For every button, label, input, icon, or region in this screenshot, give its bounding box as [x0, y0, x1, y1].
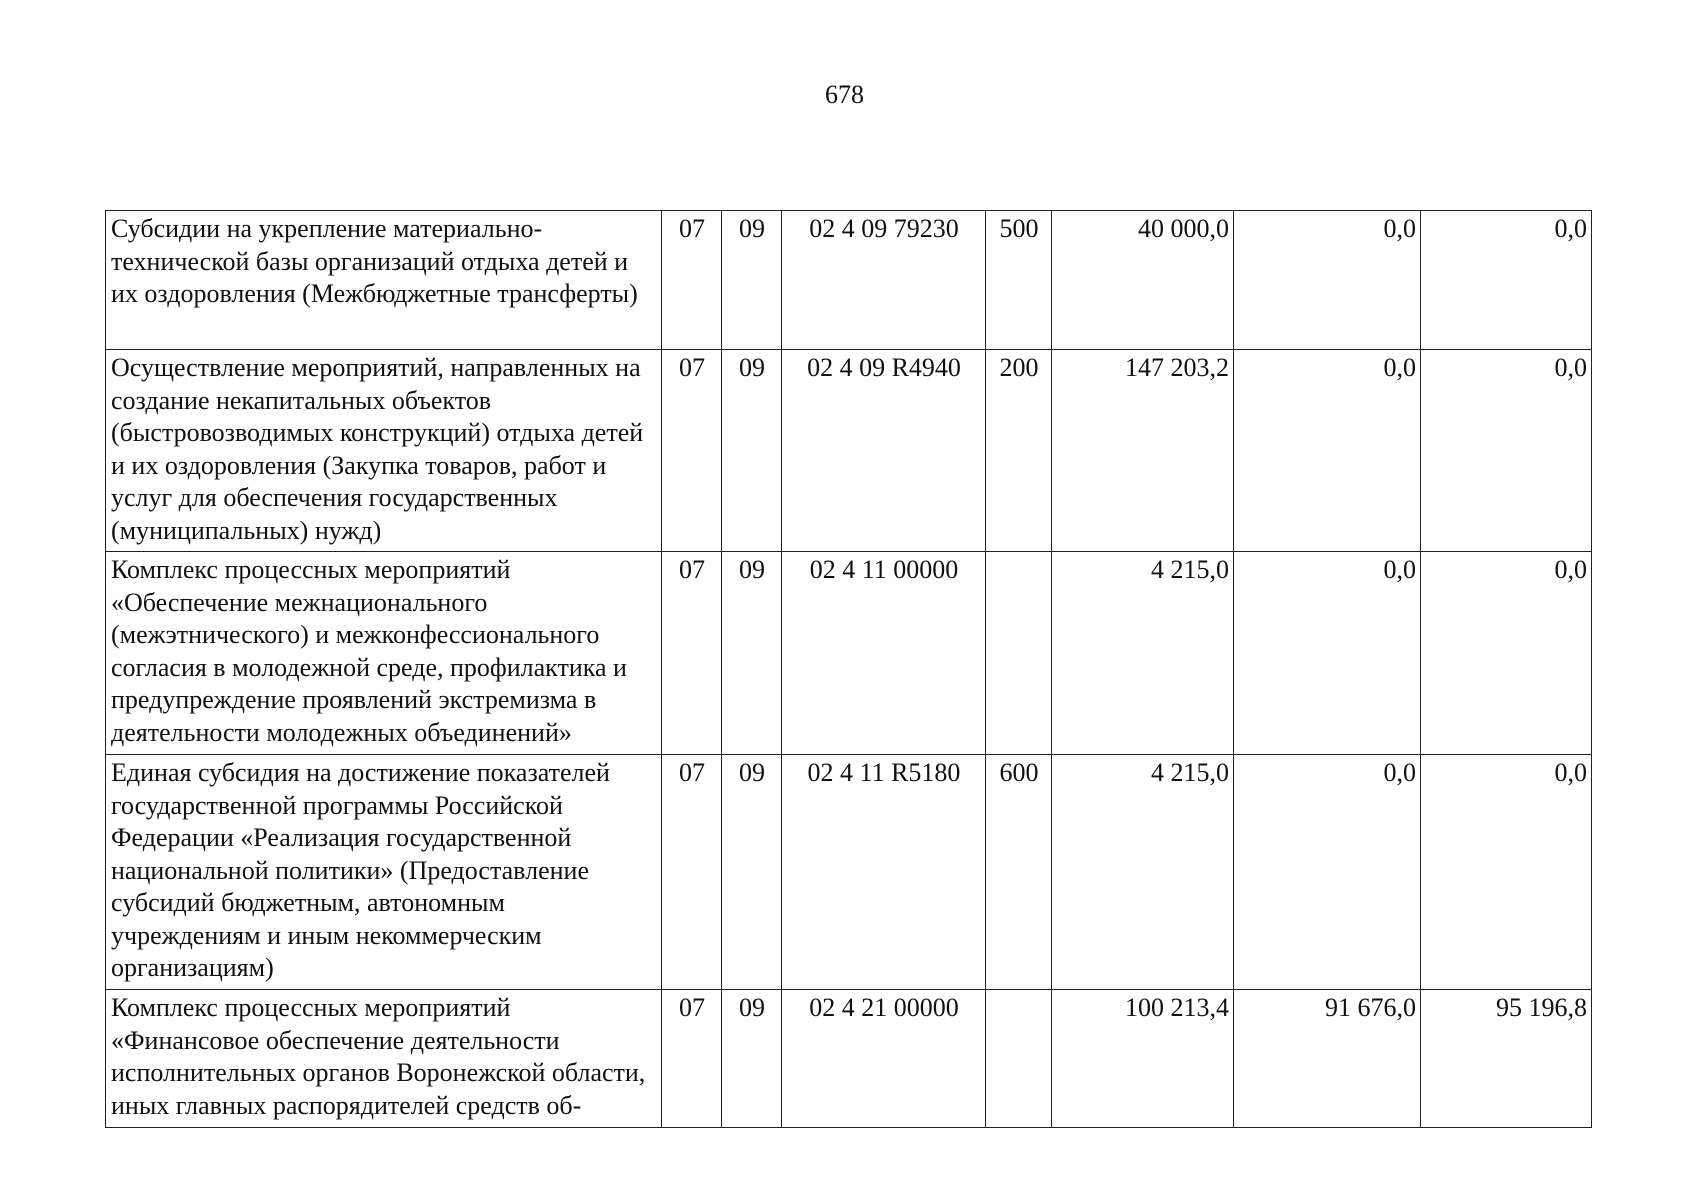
- target-article-cell: 02 4 21 00000: [782, 990, 986, 1128]
- table-row: [106, 350, 1592, 552]
- table-row: [106, 755, 1592, 990]
- section-cell: 07: [662, 755, 722, 990]
- table-row: [106, 211, 1592, 350]
- amount-year3-cell: 95 196,8: [1421, 990, 1592, 1128]
- subsection-cell: 09: [722, 990, 782, 1128]
- table-row: [106, 990, 1592, 1128]
- amount-year3-cell: 0,0: [1421, 755, 1592, 990]
- subsection-cell: 09: [722, 211, 782, 350]
- budget-table: [105, 210, 1592, 1128]
- target-article-cell: 02 4 09 R4940: [782, 350, 986, 552]
- expense-type-cell: [986, 552, 1052, 755]
- amount-year3-cell: 0,0: [1421, 552, 1592, 755]
- table-row: [106, 552, 1592, 755]
- subsection-cell: 09: [722, 350, 782, 552]
- amount-year1-cell: 100 213,4: [1052, 990, 1234, 1128]
- subsection-cell: 09: [722, 552, 782, 755]
- expense-type-cell: 200: [986, 350, 1052, 552]
- row-name-cell: Субсидии на укрепление материально-технической базы организаций отдыха детей и их оздоровления (Межбюджетные трансферты): [106, 211, 662, 350]
- amount-year3-cell: 0,0: [1421, 211, 1592, 350]
- amount-year1-cell: 147 203,2: [1052, 350, 1234, 552]
- amount-year2-cell: 91 676,0: [1234, 990, 1421, 1128]
- amount-year3-cell: 0,0: [1421, 350, 1592, 552]
- section-cell: 07: [662, 990, 722, 1128]
- amount-year2-cell: 0,0: [1234, 755, 1421, 990]
- target-article-cell: 02 4 11 00000: [782, 552, 986, 755]
- section-cell: 07: [662, 552, 722, 755]
- amount-year1-cell: 4 215,0: [1052, 552, 1234, 755]
- amount-year1-cell: 40 000,0: [1052, 211, 1234, 350]
- amount-year2-cell: 0,0: [1234, 552, 1421, 755]
- row-name-cell: Комплекс процессных мероприятий «Финансовое обеспечение деятельности исполнительных органов Воронежской области, иных главных распорядителей средств об-: [106, 990, 662, 1128]
- amount-year2-cell: 0,0: [1234, 350, 1421, 552]
- row-name-cell: Единая субсидия на достижение показателей государственной программы Российской Федерации «Реализация государственной национальной политики» (Предоставление субсидий бюджетным, автономным учреждениям и иным некоммерческим организациям): [106, 755, 662, 990]
- subsection-cell: 09: [722, 755, 782, 990]
- page-number: 678: [825, 80, 864, 109]
- section-cell: 07: [662, 211, 722, 350]
- row-name-cell: Осуществление мероприятий, направленных на создание некапитальных объектов (быстровозводимых конструкций) отдыха детей и их оздоровления (Закупка товаров, работ и услуг для обеспечения государственных (муниципальных) нужд): [106, 350, 662, 552]
- amount-year1-cell: 4 215,0: [1052, 755, 1234, 990]
- section-cell: 07: [662, 350, 722, 552]
- expense-type-cell: 600: [986, 755, 1052, 990]
- amount-year2-cell: 0,0: [1234, 211, 1421, 350]
- target-article-cell: 02 4 09 79230: [782, 211, 986, 350]
- expense-type-cell: 500: [986, 211, 1052, 350]
- row-name-cell: Комплекс процессных мероприятий «Обеспечение межнационального (межэтнического) и межконфессионального согласия в молодежной среде, профилактика и предупреждение проявлений экстремизма в деятельности молодежных объединений»: [106, 552, 662, 755]
- expense-type-cell: [986, 990, 1052, 1128]
- target-article-cell: 02 4 11 R5180: [782, 755, 986, 990]
